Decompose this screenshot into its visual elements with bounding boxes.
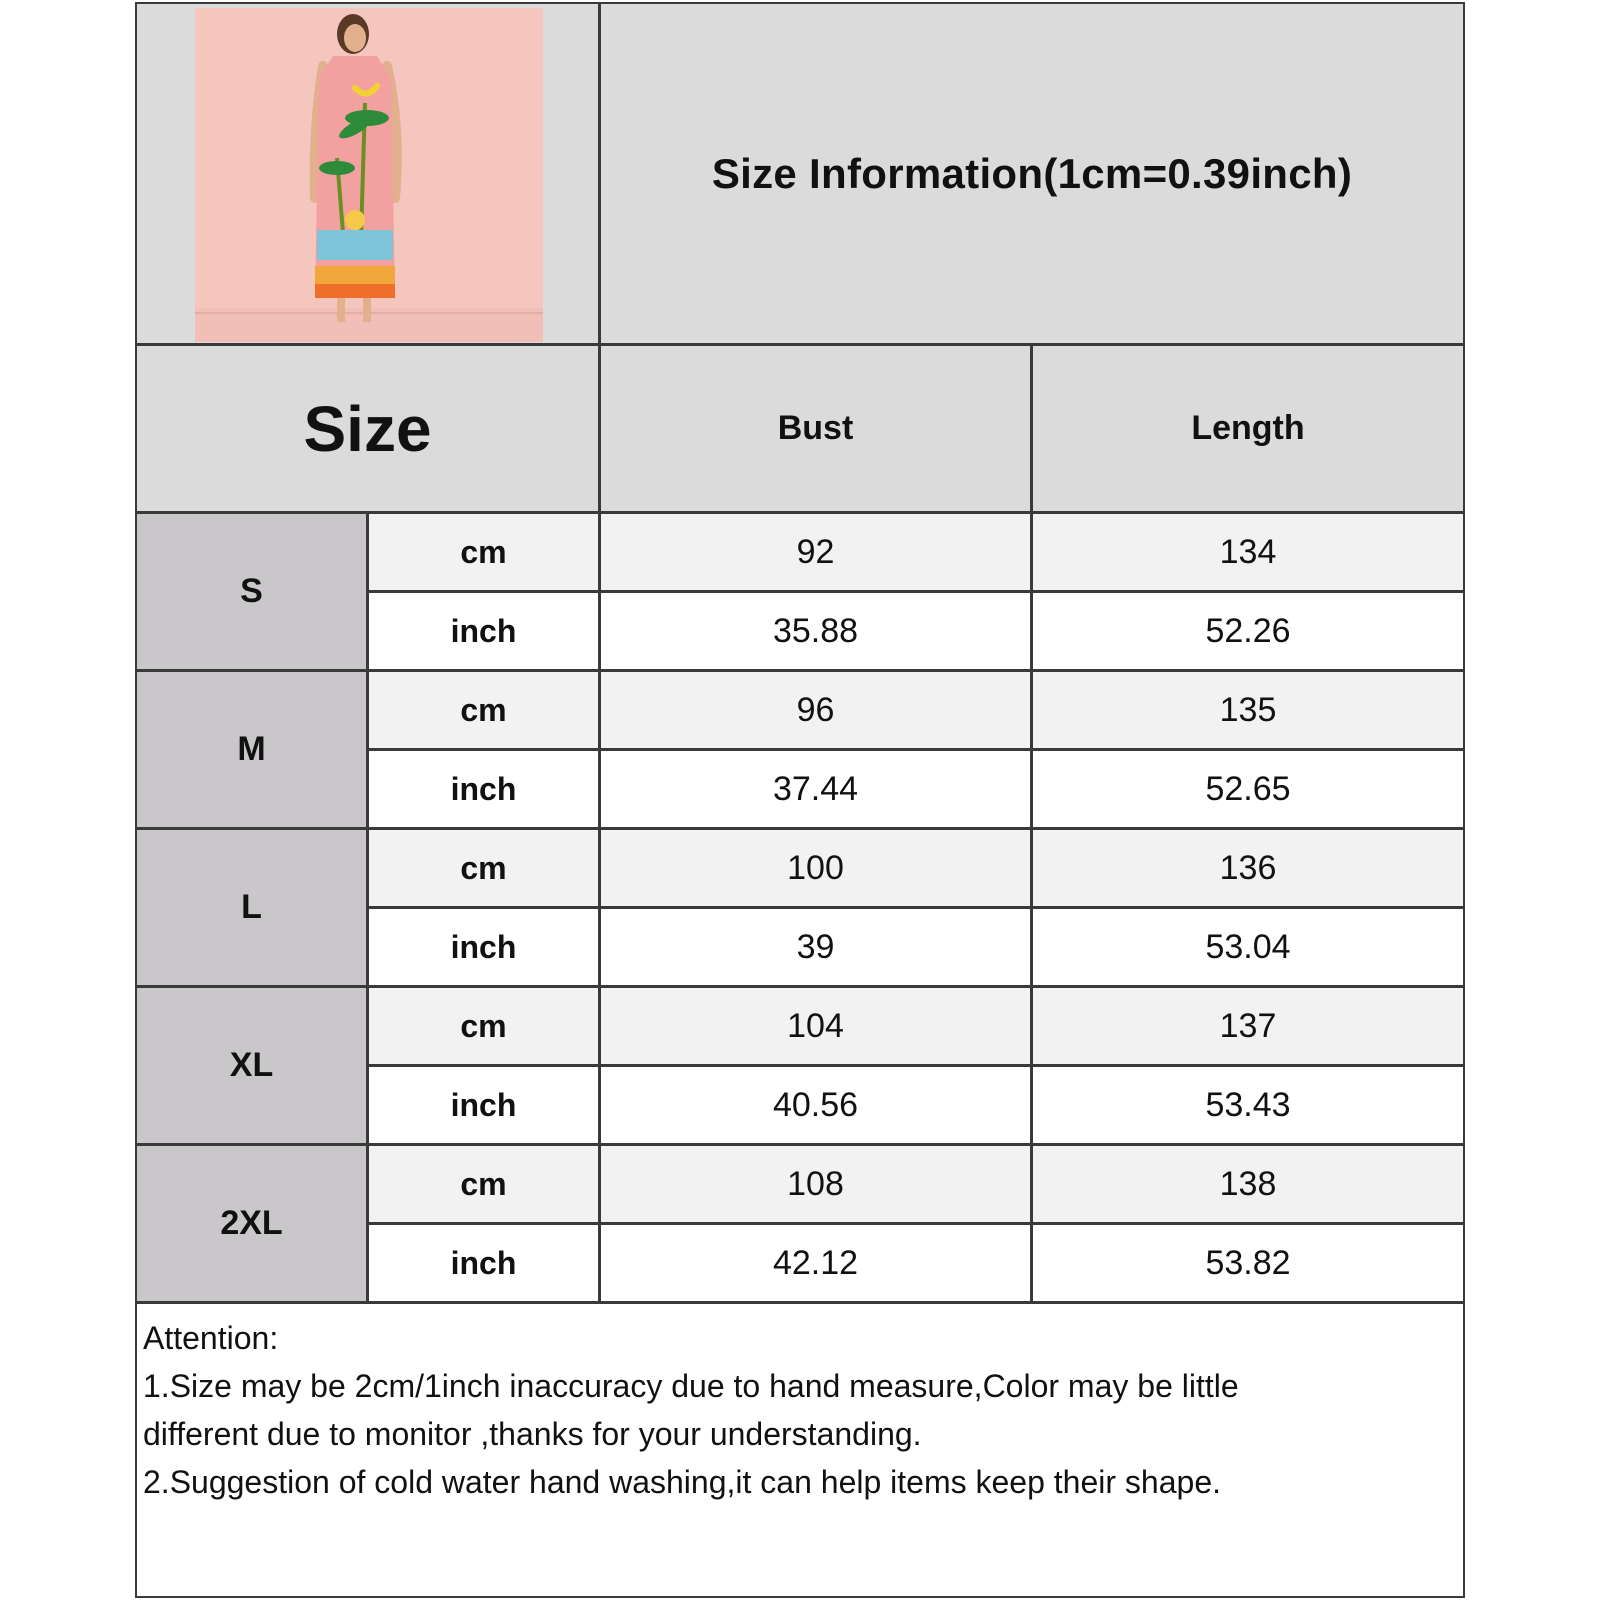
size-label-cell: [137, 514, 369, 672]
bust-header-cell: [601, 346, 1033, 514]
attention-heading: Attention:: [143, 1320, 279, 1356]
length-header-cell: [1033, 346, 1463, 514]
note-line-1: 1.Size may be 2cm/1inch inaccuracy due to hand measure,Color may be little: [143, 1368, 1239, 1404]
size-label: 2XL: [220, 1204, 283, 1242]
unit-cell-inch: [369, 751, 601, 830]
bust-inch-cell: [601, 751, 1033, 830]
length-inch-cell: [1033, 1067, 1463, 1146]
bust-value: 108: [787, 1164, 844, 1203]
size-label-cell: [137, 830, 369, 988]
size-header-cell: [137, 346, 601, 514]
unit-cell-inch: [369, 593, 601, 672]
bust-value: 35.88: [772, 611, 859, 650]
length-cm-cell: [1033, 988, 1463, 1067]
bust-cm-cell: [601, 514, 1033, 593]
length-value: 52.26: [1205, 611, 1291, 650]
size-label: L: [241, 888, 262, 926]
length-value: 137: [1219, 1006, 1277, 1045]
bust-value: 37.44: [772, 769, 859, 808]
page-title: Size Information(1cm=0.39inch): [711, 149, 1353, 197]
bust-inch-cell: [601, 593, 1033, 672]
size-label-cell: [137, 988, 369, 1146]
unit-label: cm: [460, 1007, 507, 1044]
unit-label: inch: [450, 770, 517, 807]
unit-label: cm: [460, 691, 507, 728]
attention-notes: [143, 1314, 1453, 1506]
unit-label: inch: [450, 928, 517, 965]
unit-cell-inch: [369, 1067, 601, 1146]
length-value: 135: [1219, 690, 1277, 729]
length-cm-cell: [1033, 830, 1463, 909]
title-cell: [601, 4, 1463, 346]
bust-value: 96: [796, 690, 835, 729]
unit-label: inch: [450, 1086, 517, 1123]
length-cm-cell: [1033, 514, 1463, 593]
unit-cell-inch: [369, 909, 601, 988]
size-chart: [135, 2, 1465, 1598]
unit-label: cm: [460, 1165, 507, 1202]
length-cm-cell: [1033, 672, 1463, 751]
unit-label: inch: [450, 612, 517, 649]
length-value: 53.82: [1205, 1243, 1291, 1282]
photo-cell: [137, 4, 601, 346]
size-label-cell: [137, 1146, 369, 1304]
unit-label: inch: [450, 1244, 517, 1281]
unit-cell-inch: [369, 1225, 601, 1304]
unit-label: cm: [460, 533, 507, 570]
bust-cm-cell: [601, 1146, 1033, 1225]
length-inch-cell: [1033, 909, 1463, 988]
bust-inch-cell: [601, 1067, 1033, 1146]
length-cm-cell: [1033, 1146, 1463, 1225]
size-header: Size: [303, 392, 432, 465]
unit-label: cm: [460, 849, 507, 886]
bust-cm-cell: [601, 830, 1033, 909]
length-value: 138: [1219, 1164, 1277, 1203]
unit-cell-cm: [369, 672, 601, 751]
bust-value: 39: [796, 927, 835, 966]
bust-value: 104: [787, 1006, 844, 1045]
bust-inch-cell: [601, 909, 1033, 988]
bust-inch-cell: [601, 1225, 1033, 1304]
length-value: 53.04: [1205, 927, 1291, 966]
length-value: 136: [1219, 848, 1277, 887]
column-header-length: Length: [1191, 409, 1305, 447]
column-header-bust: Bust: [777, 409, 854, 447]
unit-cell-cm: [369, 514, 601, 593]
size-label: M: [237, 730, 266, 768]
length-inch-cell: [1033, 1225, 1463, 1304]
bust-value: 42.12: [772, 1243, 859, 1282]
unit-cell-cm: [369, 1146, 601, 1225]
size-label-cell: [137, 672, 369, 830]
length-inch-cell: [1033, 751, 1463, 830]
product-photo: [195, 8, 543, 342]
size-label: XL: [229, 1046, 274, 1084]
length-inch-cell: [1033, 593, 1463, 672]
bust-value: 100: [787, 848, 844, 887]
note-line-2: different due to monitor ,thanks for your understanding.: [143, 1416, 922, 1452]
unit-cell-cm: [369, 988, 601, 1067]
bust-value: 40.56: [772, 1085, 859, 1124]
length-value: 53.43: [1205, 1085, 1291, 1124]
length-value: 52.65: [1205, 769, 1291, 808]
bust-cm-cell: [601, 672, 1033, 751]
bust-cm-cell: [601, 988, 1033, 1067]
note-line-3: 2.Suggestion of cold water hand washing,it can help items keep their shape.: [143, 1464, 1221, 1500]
size-label: S: [240, 572, 263, 610]
length-value: 134: [1219, 532, 1277, 571]
bust-value: 92: [796, 532, 835, 571]
unit-cell-cm: [369, 830, 601, 909]
